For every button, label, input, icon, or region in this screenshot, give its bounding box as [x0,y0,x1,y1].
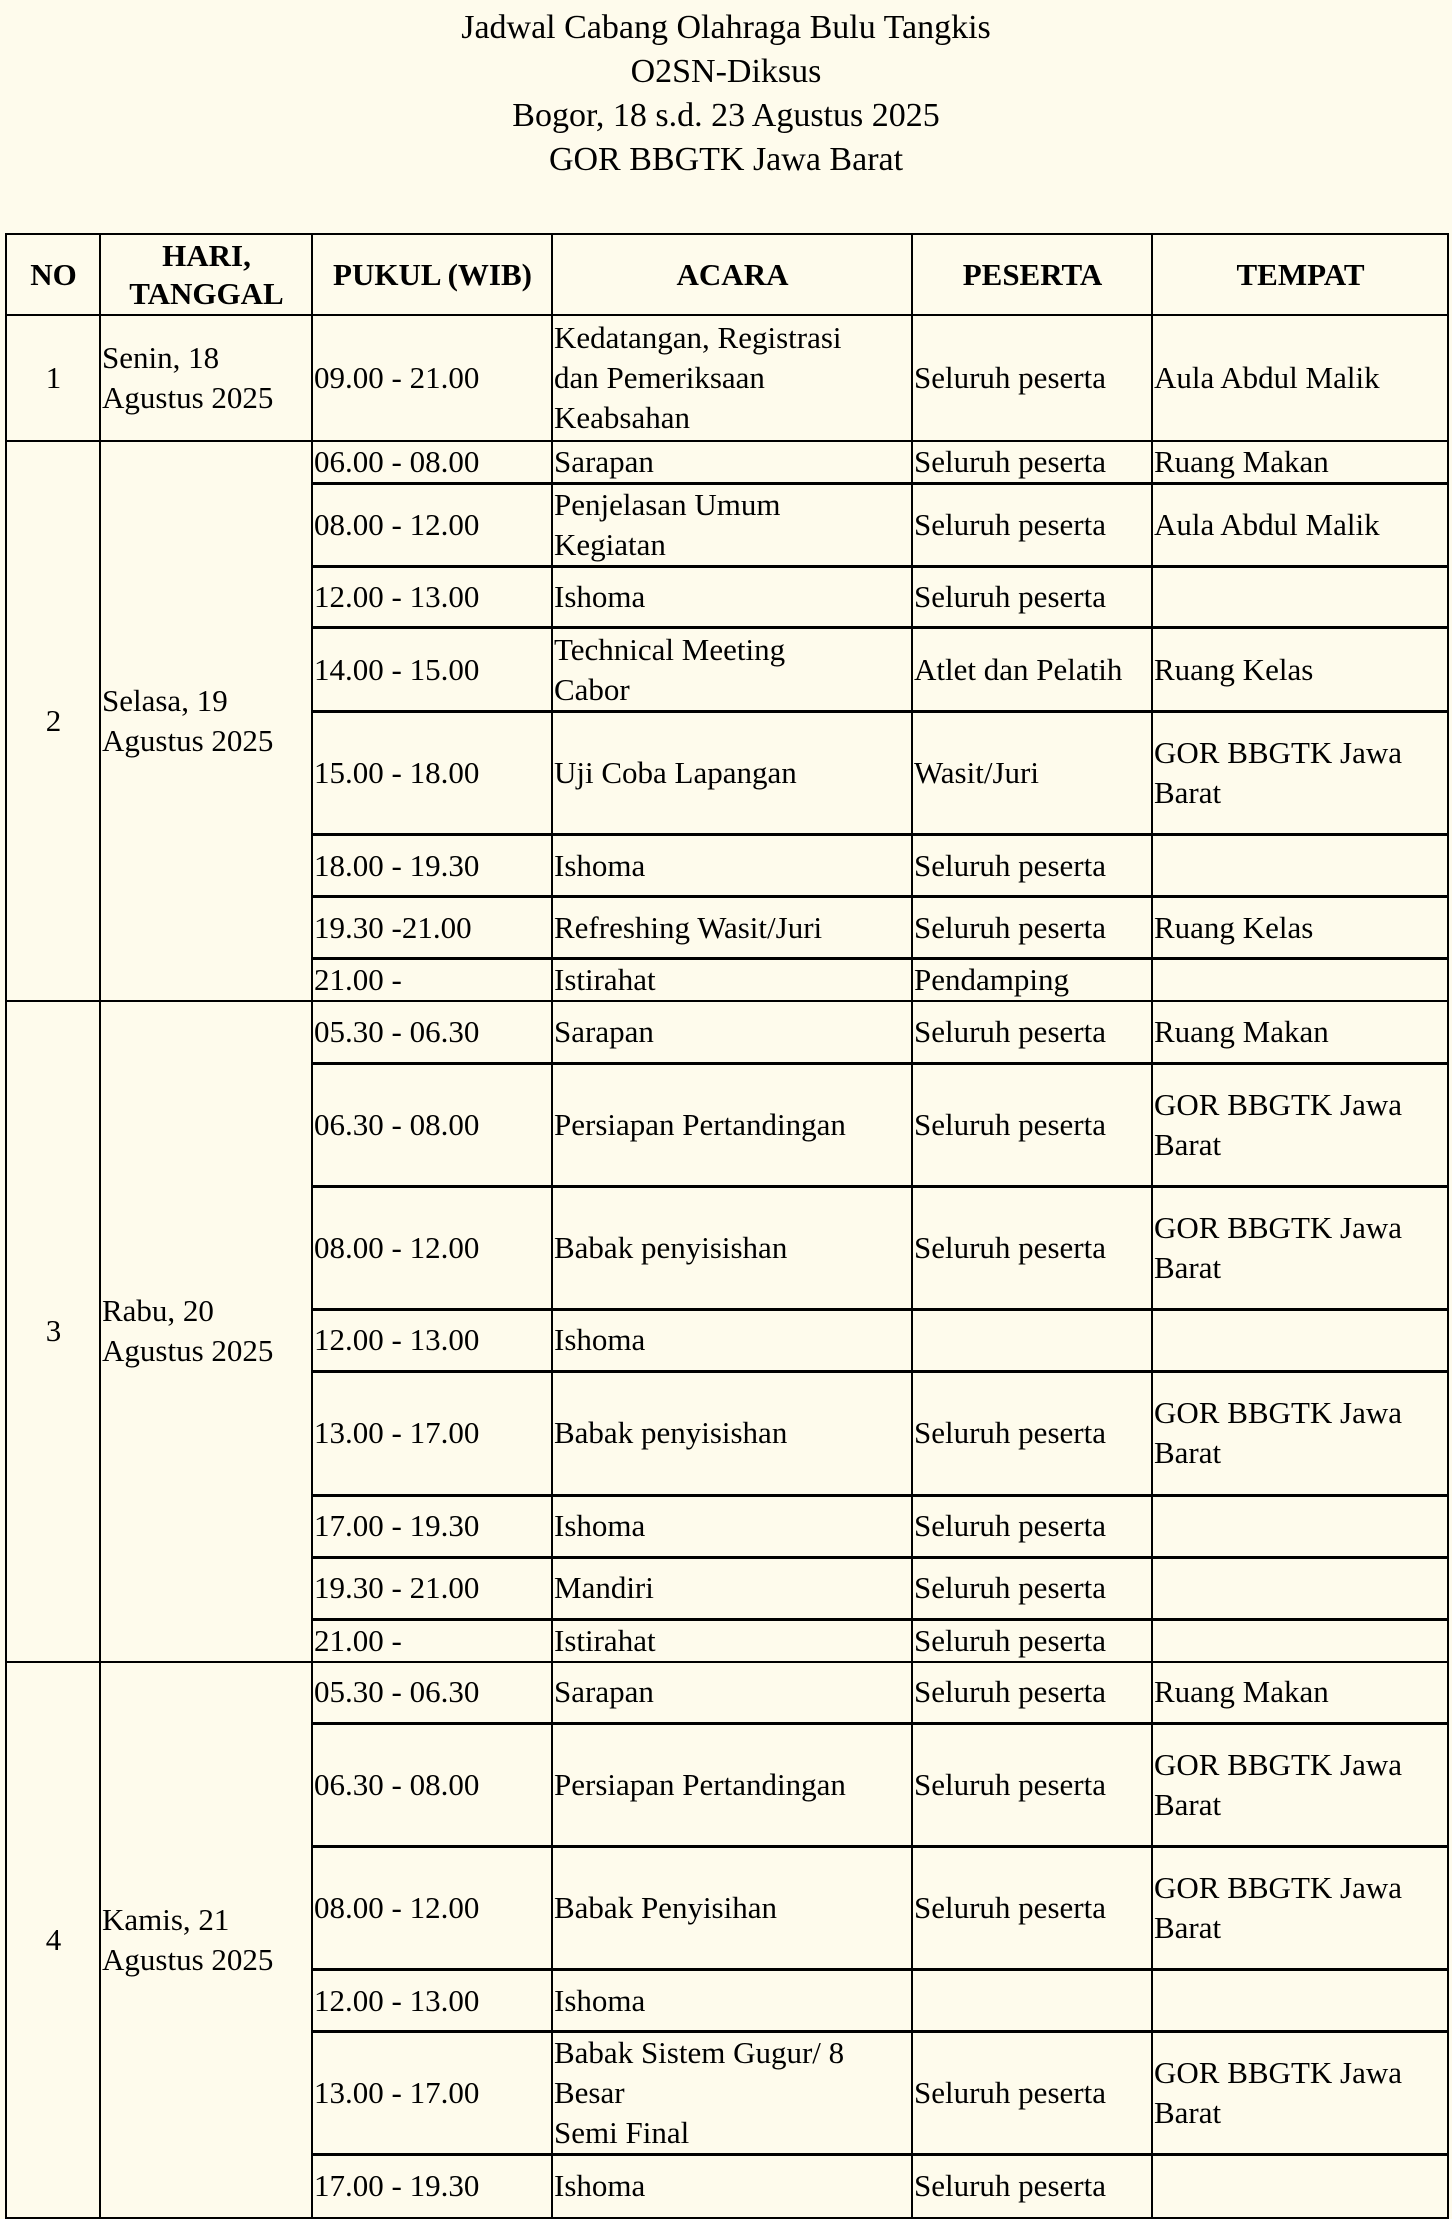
event-cell: Mandiri [552,1557,912,1619]
participant-cell: Seluruh peserta [912,1495,1152,1557]
participant-cell: Pendamping [912,959,1152,1002]
participant-cell: Seluruh peserta [912,1186,1152,1309]
event-cell: Istirahat [552,1619,912,1662]
participant-cell: Seluruh peserta [912,315,1152,441]
time-cell: 08.00 - 12.00 [312,1847,552,1970]
title-line-1: Jadwal Cabang Olahraga Bulu Tangkis [461,9,991,46]
time-cell: 06.30 - 08.00 [312,1063,552,1186]
venue-cell: Aula Abdul Malik [1152,484,1448,567]
table-row [6,1662,1448,1724]
event-cell: Babak Sistem Gugur/ 8 Besar Semi Final [552,2032,912,2155]
event-cell: Ishoma [552,2155,912,2218]
table-row [6,441,1448,484]
participant-cell: Seluruh peserta [912,1662,1152,1724]
venue-cell: GOR BBGTK Jawa Barat [1152,1371,1448,1495]
event-cell: Kedatangan, Registrasi dan Pemeriksaan Keabsahan [552,315,912,441]
venue-cell [1152,1309,1448,1371]
title-line-4: GOR BBGTK Jawa Barat [548,141,904,178]
event-cell: Ishoma [552,567,912,628]
table-row [6,1001,1448,1063]
venue-cell: Ruang Makan [1152,1662,1448,1724]
table-row [6,315,1448,441]
participant-cell [912,1970,1152,2032]
header-acara: ACARA [552,234,912,315]
time-cell: 08.00 - 12.00 [312,484,552,567]
event-cell: Ishoma [552,835,912,897]
time-cell: 21.00 - [312,1619,552,1662]
time-cell: 12.00 - 13.00 [312,1309,552,1371]
event-cell: Babak penyisishan [552,1371,912,1495]
venue-cell: GOR BBGTK Jawa Barat [1152,1847,1448,1970]
venue-cell [1152,1970,1448,2032]
participant-cell: Seluruh peserta [912,484,1152,567]
time-cell: 17.00 - 19.30 [312,1495,552,1557]
venue-cell [1152,959,1448,1002]
day-number: 2 [6,441,100,1001]
event-cell: Sarapan [552,441,912,484]
participant-cell: Seluruh peserta [912,1847,1152,1970]
participant-cell: Seluruh peserta [912,567,1152,628]
venue-cell [1152,2155,1448,2218]
title-line-3: Bogor, 18 s.d. 23 Agustus 2025 [512,97,940,134]
header-peserta: PESERTA [912,234,1152,315]
participant-cell: Seluruh peserta [912,2155,1152,2218]
venue-cell: GOR BBGTK Jawa Barat [1152,712,1448,835]
time-cell: 09.00 - 21.00 [312,315,552,441]
participant-cell: Seluruh peserta [912,1557,1152,1619]
time-cell: 19.30 - 21.00 [312,1557,552,1619]
time-cell: 05.30 - 06.30 [312,1662,552,1724]
event-cell: Babak Penyisihan [552,1847,912,1970]
day-date: Kamis, 21 Agustus 2025 [100,1662,312,2218]
title-line-2: O2SN-Diksus [630,53,822,90]
event-cell: Babak penyisishan [552,1186,912,1309]
time-cell: 08.00 - 12.00 [312,1186,552,1309]
participant-cell: Seluruh peserta [912,897,1152,959]
participant-cell: Seluruh peserta [912,1724,1152,1847]
venue-cell: Ruang Makan [1152,1001,1448,1063]
day-number: 4 [6,1662,100,2218]
time-cell: 13.00 - 17.00 [312,1371,552,1495]
venue-cell: GOR BBGTK Jawa Barat [1152,2032,1448,2155]
event-cell: Istirahat [552,959,912,1002]
day-date: Senin, 18 Agustus 2025 [100,315,312,441]
time-cell: 06.30 - 08.00 [312,1724,552,1847]
participant-cell: Atlet dan Pelatih [912,628,1152,712]
time-cell: 06.00 - 08.00 [312,441,552,484]
document-title [0,6,1452,182]
header-hari-tanggal: HARI, TANGGAL [100,234,312,315]
event-cell: Technical Meeting Cabor [552,628,912,712]
event-cell: Uji Coba Lapangan [552,712,912,835]
time-cell: 05.30 - 06.30 [312,1001,552,1063]
time-cell: 14.00 - 15.00 [312,628,552,712]
header-no: NO [6,234,100,315]
header-row [6,234,1448,315]
participant-cell: Seluruh peserta [912,441,1152,484]
day-number: 3 [6,1001,100,1662]
participant-cell: Seluruh peserta [912,835,1152,897]
venue-cell: Aula Abdul Malik [1152,315,1448,441]
participant-cell: Seluruh peserta [912,1619,1152,1662]
venue-cell [1152,1495,1448,1557]
event-cell: Penjelasan Umum Kegiatan [552,484,912,567]
event-cell: Sarapan [552,1662,912,1724]
event-cell: Persiapan Pertandingan [552,1724,912,1847]
time-cell: 17.00 - 19.30 [312,2155,552,2218]
schedule-body [6,315,1448,2218]
venue-cell: Ruang Kelas [1152,897,1448,959]
time-cell: 12.00 - 13.00 [312,1970,552,2032]
event-cell: Persiapan Pertandingan [552,1063,912,1186]
day-number: 1 [6,315,100,441]
participant-cell [912,1309,1152,1371]
venue-cell [1152,567,1448,628]
day-date: Selasa, 19 Agustus 2025 [100,441,312,1001]
header-pukul: PUKUL (WIB) [312,234,552,315]
venue-cell: Ruang Makan [1152,441,1448,484]
participant-cell: Seluruh peserta [912,1001,1152,1063]
venue-cell: GOR BBGTK Jawa Barat [1152,1724,1448,1847]
participant-cell: Wasit/Juri [912,712,1152,835]
header-tempat: TEMPAT [1152,234,1448,315]
venue-cell: GOR BBGTK Jawa Barat [1152,1063,1448,1186]
time-cell: 18.00 - 19.30 [312,835,552,897]
event-cell: Ishoma [552,1970,912,2032]
time-cell: 21.00 - [312,959,552,1002]
venue-cell [1152,1619,1448,1662]
participant-cell: Seluruh peserta [912,2032,1152,2155]
venue-cell [1152,835,1448,897]
time-cell: 19.30 -21.00 [312,897,552,959]
time-cell: 12.00 - 13.00 [312,567,552,628]
schedule-table [5,233,1449,2219]
venue-cell [1152,1557,1448,1619]
participant-cell: Seluruh peserta [912,1063,1152,1186]
event-cell: Sarapan [552,1001,912,1063]
time-cell: 13.00 - 17.00 [312,2032,552,2155]
day-date: Rabu, 20 Agustus 2025 [100,1001,312,1662]
event-cell: Refreshing Wasit/Juri [552,897,912,959]
event-cell: Ishoma [552,1495,912,1557]
participant-cell: Seluruh peserta [912,1371,1152,1495]
venue-cell: GOR BBGTK Jawa Barat [1152,1186,1448,1309]
venue-cell: Ruang Kelas [1152,628,1448,712]
time-cell: 15.00 - 18.00 [312,712,552,835]
event-cell: Ishoma [552,1309,912,1371]
